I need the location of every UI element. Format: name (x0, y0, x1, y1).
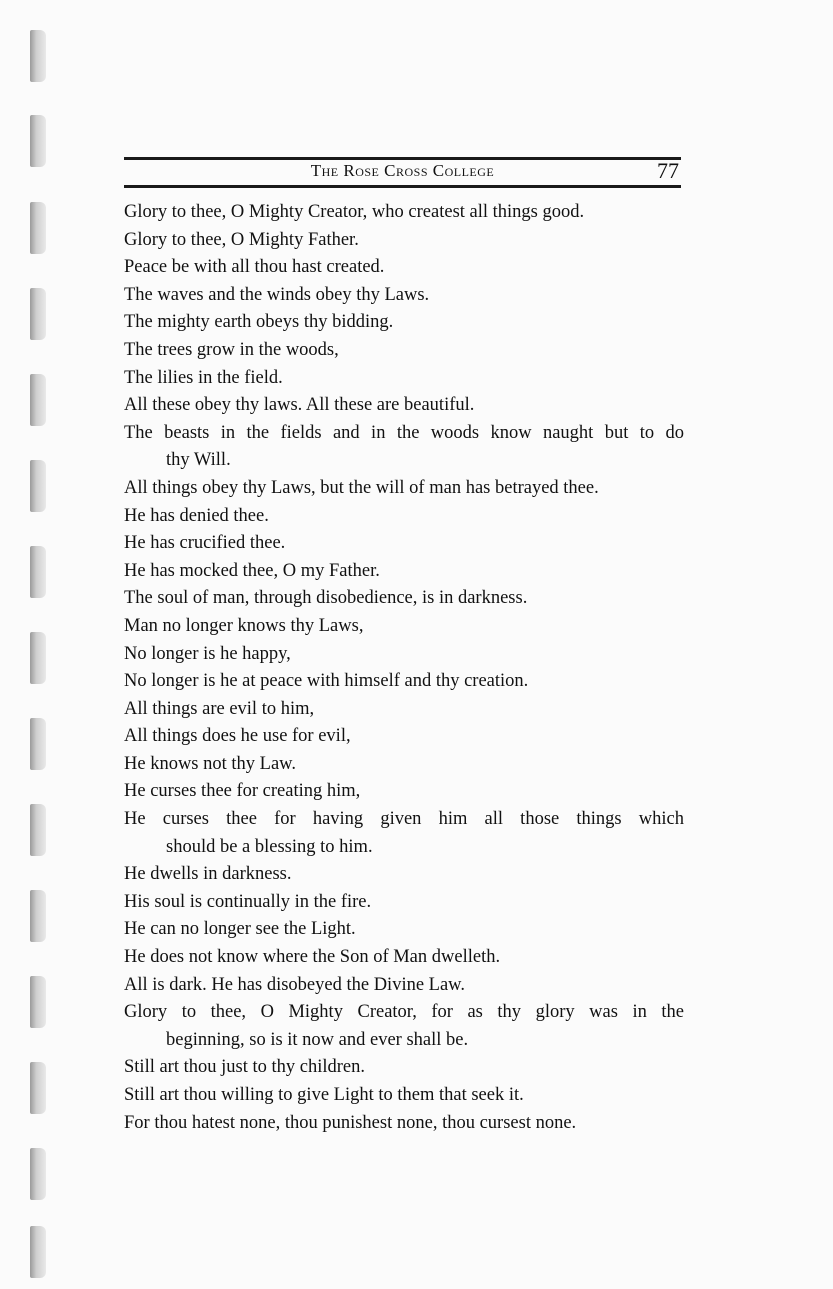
text-line: He has crucified thee. (124, 533, 286, 554)
text-line: No longer is he at peace with himself and thy creation. (124, 671, 529, 692)
text-line: He can no longer see the Light. (124, 919, 356, 940)
text-line: He curses thee for having given him all those things which (124, 809, 684, 830)
body-text (124, 199, 684, 1137)
text-line: He dwells in darkness. (124, 864, 292, 885)
text-line: Glory to thee, O Mighty Creator, for as thy glory was in the (124, 1002, 684, 1023)
text-line: The soul of man, through disobedience, is in darkness. (124, 588, 528, 609)
text-line: The lilies in the field. (124, 367, 283, 388)
text-line: The beasts in the fields and in the woods know naught but to do (124, 422, 684, 443)
binding-hole (30, 1226, 46, 1278)
text-line: His soul is continually in the fire. (124, 891, 372, 912)
binding-hole (30, 804, 46, 856)
running-head (124, 159, 681, 185)
text-line: The mighty earth obeys thy bidding. (124, 312, 394, 333)
binding-hole (30, 288, 46, 340)
text-line: The trees grow in the woods, (124, 339, 339, 360)
text-line: All these obey thy laws. All these are beautiful. (124, 395, 475, 416)
binding-hole (30, 546, 46, 598)
running-title: The Rose Cross College (310, 161, 495, 180)
text-line-continued: beginning, so is it now and ever shall be. (166, 1029, 469, 1050)
binding-hole (30, 374, 46, 426)
binding-hole (30, 890, 46, 942)
binding-hole (30, 1148, 46, 1200)
binding-hole (30, 115, 46, 167)
text-line: All things does he use for evil, (124, 726, 351, 747)
text-line: He does not know where the Son of Man dwelleth. (124, 947, 501, 968)
text-line: He has denied thee. (124, 505, 269, 526)
binding-hole (30, 202, 46, 254)
binding-hole (30, 460, 46, 512)
text-line-continued: thy Will. (166, 450, 231, 471)
text-line: Glory to thee, O Mighty Creator, who createst all things good. (124, 202, 585, 222)
text-line: All things are evil to him, (124, 698, 315, 719)
text-line: Peace be with all thou hast created. (124, 257, 385, 278)
header-rule-bottom (124, 185, 681, 188)
binding-hole (30, 30, 46, 82)
text-line: He curses thee for creating him, (124, 781, 361, 802)
binding-hole (30, 1062, 46, 1114)
text-line-continued: should be a blessing to him. (166, 836, 373, 857)
page-number: 77 (657, 158, 679, 183)
binding-hole (30, 718, 46, 770)
text-line: No longer is he happy, (124, 643, 291, 664)
text-line: For thou hatest none, thou punishest none, thou cursest none. (124, 1112, 577, 1133)
binding-hole (30, 976, 46, 1028)
binding-hole (30, 632, 46, 684)
text-line: All is dark. He has disobeyed the Divine Law. (124, 974, 465, 995)
text-line: Glory to thee, O Mighty Father. (124, 229, 359, 250)
binding-holes (30, 30, 52, 1280)
text-line: Still art thou willing to give Light to them that seek it. (124, 1085, 524, 1105)
text-line: Man no longer knows thy Laws, (124, 615, 364, 636)
text-line: All things obey thy Laws, but the will of man has betrayed thee. (124, 477, 599, 498)
text-line: The waves and the winds obey thy Laws. (124, 284, 430, 305)
text-line: He knows not thy Law. (124, 753, 296, 774)
text-line: Still art thou just to thy children. (124, 1057, 365, 1078)
text-line: He has mocked thee, O my Father. (124, 560, 380, 581)
